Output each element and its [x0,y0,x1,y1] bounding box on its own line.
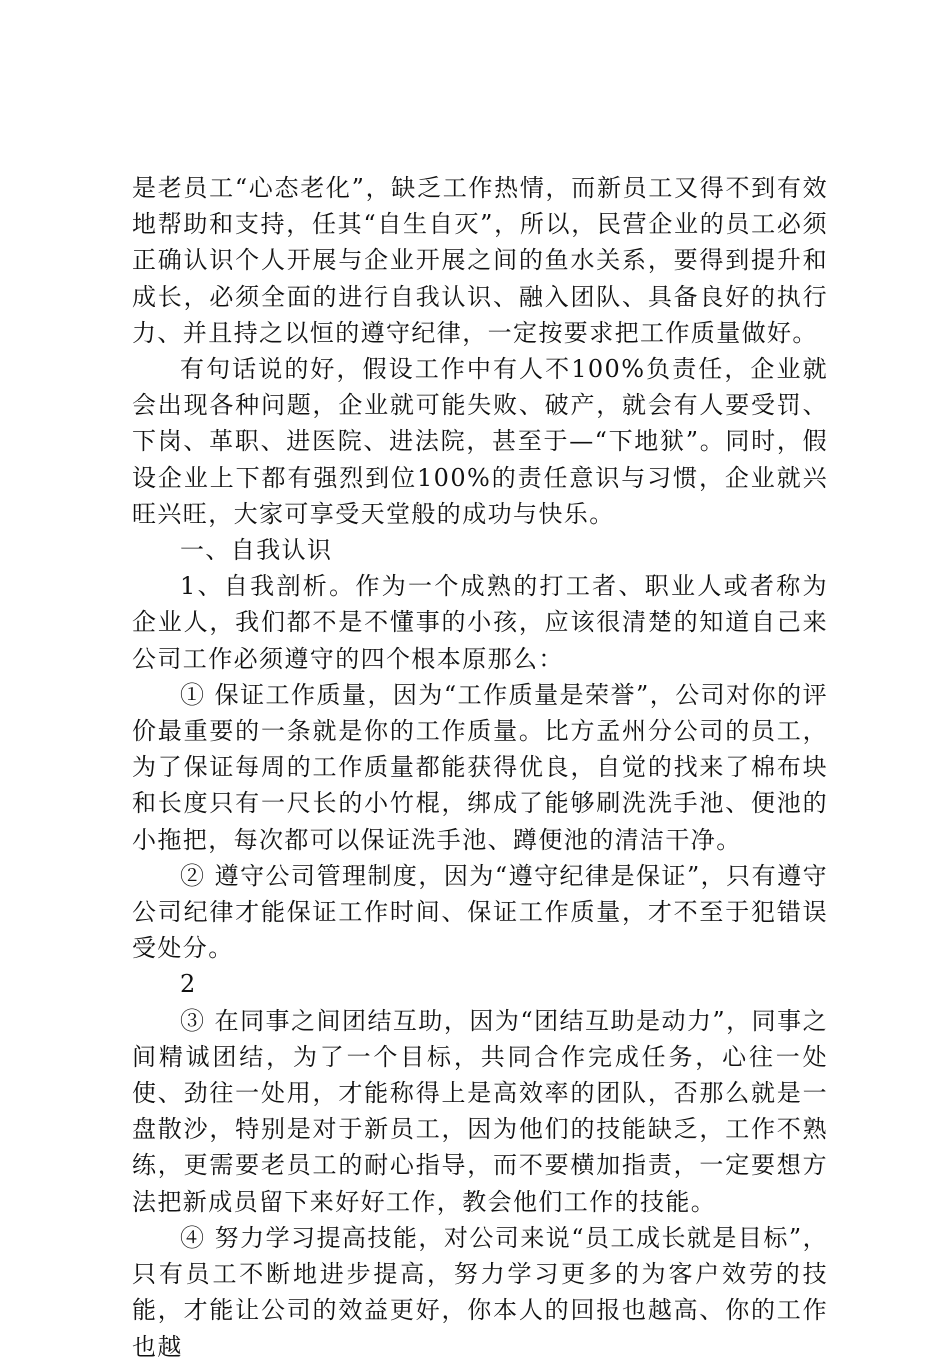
section-heading-self-awareness: 一、自我认识 [180,536,333,565]
document-body [132,170,828,1365]
page-number: 2 [180,970,197,999]
list-item-discipline: ② 遵守公司管理制度，因为“遵守纪律是保证”，只有遵守公司纪律才能保证工作时间、保证工作质量，才不至于犯错误受处分。 [132,861,828,963]
list-item-quality: ① 保证工作质量，因为“工作质量是荣誉”，公司对你的评价最重要的一条就是你的工作质量。比方孟州分公司的员工，为了保证每周的工作质量都能获得优良，自觉的找来了棉布块和长度只有一尺长的小竹棍，绑成了能够刷洗洗手池、便池的小拖把，每次都可以保证洗手池、蹲便池的清洁干净。 [132,680,828,854]
paragraph-responsibility: 有句话说的好，假设工作中有人不100%负责任，企业就会出现各种问题，企业就可能失败、破产，就会有人要受罚、下岗、革职、进医院、进法院，甚至于—“下地狱”。同时，假设企业上下都有强烈到位100%的责任意识与习惯，企业就兴旺兴旺，大家可享受天堂般的成功与快乐。 [132,355,828,528]
list-item-learning: ④ 努力学习提高技能，对公司来说“员工成长就是目标”，只有员工不断地进步提高，努力学习更多的为客户效劳的技能，才能让公司的效益更好，你本人的回报也越高、你的工作也越 [132,1223,828,1361]
paragraph-continuation: 是老员工“心态老化”，缺乏工作热情，而新员工又得不到有效地帮助和支持，任其“自生自灭”，所以，民营企业的员工必须正确认识个人开展与企业开展之间的鱼水关系，要得到提升和成长，必须全面的进行自我认识、融入团队、具备良好的执行力、并且持之以恒的遵守纪律，一定按要求把工作质量做好。 [132,174,828,347]
list-item-teamwork: ③ 在同事之间团结互助，因为“团结互助是动力”，同事之间精诚团结，为了一个目标，共同合作完成任务，心往一处使、劲往一处用，才能称得上是高效率的团队，否那么就是一盘散沙，特别是对于新员工，因为他们的技能缺乏，工作不熟练，更需要老员工的耐心指导，而不要横加指责，一定要想方法把新成员留下来好好工作，教会他们工作的技能。 [132,1006,828,1216]
paragraph-self-analysis: 1、自我剖析。作为一个成熟的打工者、职业人或者称为企业人，我们都不是不懂事的小孩，应该很清楚的知道自己来公司工作必须遵守的四个根本原那么： [132,572,828,673]
